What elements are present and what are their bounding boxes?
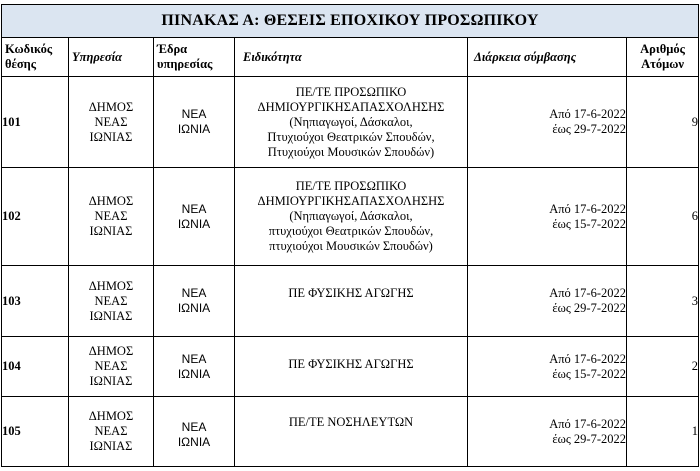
header-service-label: Υπηρεσία bbox=[72, 49, 123, 64]
cell-count: 3 bbox=[627, 266, 699, 337]
cell-seat bbox=[154, 168, 235, 266]
cell-count: 9 bbox=[627, 77, 699, 168]
cell-count: 1 bbox=[627, 397, 699, 467]
seat-line: ΙΩΝΙΑ bbox=[177, 216, 211, 231]
cell-specialty bbox=[235, 266, 468, 337]
header-specialty-label: Ειδικότητα bbox=[243, 49, 302, 64]
duration-line: Από 17-6-2022 bbox=[549, 416, 626, 431]
seat-line: ΙΩΝΙΑ bbox=[177, 301, 211, 315]
table-body bbox=[2, 77, 699, 467]
cell-seat bbox=[154, 337, 235, 397]
duration-line: έως 29-7-2022 bbox=[552, 301, 626, 315]
specialty-line: ΔΗΜΙΟΥΡΓΙΚΗΣΑΠΑΣΧΟΛΗΣΗΣ bbox=[257, 99, 445, 114]
header-seat bbox=[154, 38, 235, 77]
cell-seat bbox=[154, 266, 235, 337]
specialty-line: Πτυχιούχοι Μουσικών Σπουδών) bbox=[267, 144, 435, 159]
table-row bbox=[2, 337, 699, 397]
header-service bbox=[69, 38, 154, 77]
cell-specialty bbox=[235, 397, 468, 467]
cell-code: 103 bbox=[2, 266, 69, 337]
specialty-line: (Νηπιαγωγοί, Δάσκαλοι, bbox=[289, 209, 413, 223]
cell-specialty bbox=[235, 337, 468, 397]
header-duration bbox=[468, 38, 627, 77]
header-specialty bbox=[235, 38, 468, 77]
header-row bbox=[2, 38, 699, 77]
seat-line: ΙΩΝΙΑ bbox=[177, 366, 211, 381]
cell-code: 101 bbox=[2, 77, 69, 168]
service-line: ΝΕΑΣ bbox=[94, 114, 128, 129]
specialty-line: πτυχιούχοι Μουσικών Σπουδών) bbox=[269, 239, 433, 253]
cell-specialty bbox=[235, 77, 468, 168]
title-row bbox=[2, 5, 699, 38]
cell-service bbox=[69, 266, 154, 337]
table-row bbox=[2, 266, 699, 337]
service-line: ΙΩΝΙΑΣ bbox=[89, 224, 133, 238]
seat-line: ΝΕΑ bbox=[181, 351, 207, 366]
seat-line: ΝΕΑ bbox=[181, 286, 207, 300]
service-line: ΔΗΜΟΣ bbox=[88, 344, 134, 358]
positions-table bbox=[1, 4, 699, 467]
header-count-line: Ατόμων bbox=[641, 57, 684, 71]
seat-line: ΝΕΑ bbox=[181, 107, 207, 121]
cell-count: 2 bbox=[627, 337, 699, 397]
service-line: ΝΕΑΣ bbox=[94, 359, 128, 373]
seat-line: ΙΩΝΙΑ bbox=[177, 122, 211, 136]
cell-seat bbox=[154, 397, 235, 467]
specialty-line: ΠΕ ΦΥΣΙΚΗΣ ΑΓΩΓΗΣ bbox=[288, 286, 414, 300]
cell-code: 102 bbox=[2, 168, 69, 266]
cell-count: 6 bbox=[627, 168, 699, 266]
cell-duration bbox=[468, 168, 627, 266]
cell-service bbox=[69, 397, 154, 467]
header-count-line: Αριθμός bbox=[640, 42, 685, 56]
seat-line: ΙΩΝΙΑ bbox=[177, 434, 211, 449]
cell-seat bbox=[154, 77, 235, 168]
cell-service bbox=[69, 77, 154, 168]
service-line: ΔΗΜΟΣ bbox=[88, 194, 134, 208]
header-duration-label: Διάρκεια σύμβασης bbox=[474, 49, 577, 64]
service-line: ΙΩΝΙΑΣ bbox=[89, 439, 133, 453]
service-line: ΝΕΑΣ bbox=[94, 424, 128, 438]
table-row bbox=[2, 397, 699, 467]
cell-duration bbox=[468, 266, 627, 337]
table-row bbox=[2, 168, 699, 266]
service-line: ΙΩΝΙΑΣ bbox=[89, 374, 133, 388]
cell-code: 104 bbox=[2, 337, 69, 397]
header-code bbox=[2, 38, 69, 77]
duration-line: Από 17-6-2022 bbox=[549, 351, 626, 366]
duration-line: Από 17-6-2022 bbox=[549, 201, 626, 216]
header-seat-line: υπηρεσίας bbox=[157, 57, 213, 71]
duration-line: έως 29-7-2022 bbox=[552, 122, 626, 136]
specialty-line: πτυχιούχοι Θεατρικών Σπουδών, bbox=[268, 224, 434, 238]
cell-service bbox=[69, 168, 154, 266]
cell-specialty bbox=[235, 168, 468, 266]
service-line: ΙΩΝΙΑΣ bbox=[89, 308, 133, 323]
table-title: ΠΙΝΑΚΑΣ Α: ΘΕΣΕΙΣ ΕΠΟΧΙΚΟΥ ΠΡΟΣΩΠΙΚΟΥ bbox=[2, 5, 699, 38]
header-code-line: θέσης bbox=[5, 57, 37, 71]
specialty-line: ΔΗΜΙΟΥΡΓΙΚΗΣΑΠΑΣΧΟΛΗΣΗΣ bbox=[257, 194, 445, 208]
duration-line: έως 29-7-2022 bbox=[552, 431, 626, 446]
cell-duration bbox=[468, 77, 627, 168]
cell-duration bbox=[468, 397, 627, 467]
duration-line: έως 15-7-2022 bbox=[552, 366, 626, 381]
service-line: ΔΗΜΟΣ bbox=[88, 99, 134, 114]
service-line: ΝΕΑΣ bbox=[94, 293, 128, 308]
specialty-line: Πτυχιούχοι Θεατρικών Σπουδών, bbox=[267, 129, 435, 144]
duration-line: Από 17-6-2022 bbox=[549, 286, 626, 300]
service-line: ΔΗΜΟΣ bbox=[88, 409, 134, 423]
header-count bbox=[627, 38, 699, 77]
specialty-line: (Νηπιαγωγοί, Δάσκαλοι, bbox=[289, 114, 413, 129]
duration-line: Από 17-6-2022 bbox=[549, 107, 626, 121]
specialty-line: ΠΕ ΦΥΣΙΚΗΣ ΑΓΩΓΗΣ bbox=[288, 357, 414, 371]
header-seat-line: Έδρα bbox=[157, 42, 188, 56]
header-code-line: Κωδικός bbox=[5, 42, 53, 56]
cell-service bbox=[69, 337, 154, 397]
service-line: ΙΩΝΙΑΣ bbox=[89, 129, 133, 144]
cell-duration bbox=[468, 337, 627, 397]
specialty-line: ΠΕ/ΤΕ ΠΡΟΣΩΠΙΚΟ bbox=[295, 84, 407, 99]
service-line: ΝΕΑΣ bbox=[94, 209, 128, 223]
specialty-line: ΠΕ/ΤΕ ΝΟΣΗΛΕΥΤΩΝ bbox=[288, 415, 414, 429]
service-line: ΔΗΜΟΣ bbox=[88, 278, 134, 293]
table-row bbox=[2, 77, 699, 168]
duration-line: έως 15-7-2022 bbox=[552, 216, 626, 231]
seat-line: ΝΕΑ bbox=[181, 419, 207, 434]
cell-code: 105 bbox=[2, 397, 69, 467]
specialty-line: ΠΕ/ΤΕ ΠΡΟΣΩΠΙΚΟ bbox=[295, 179, 407, 193]
seat-line: ΝΕΑ bbox=[181, 201, 207, 216]
